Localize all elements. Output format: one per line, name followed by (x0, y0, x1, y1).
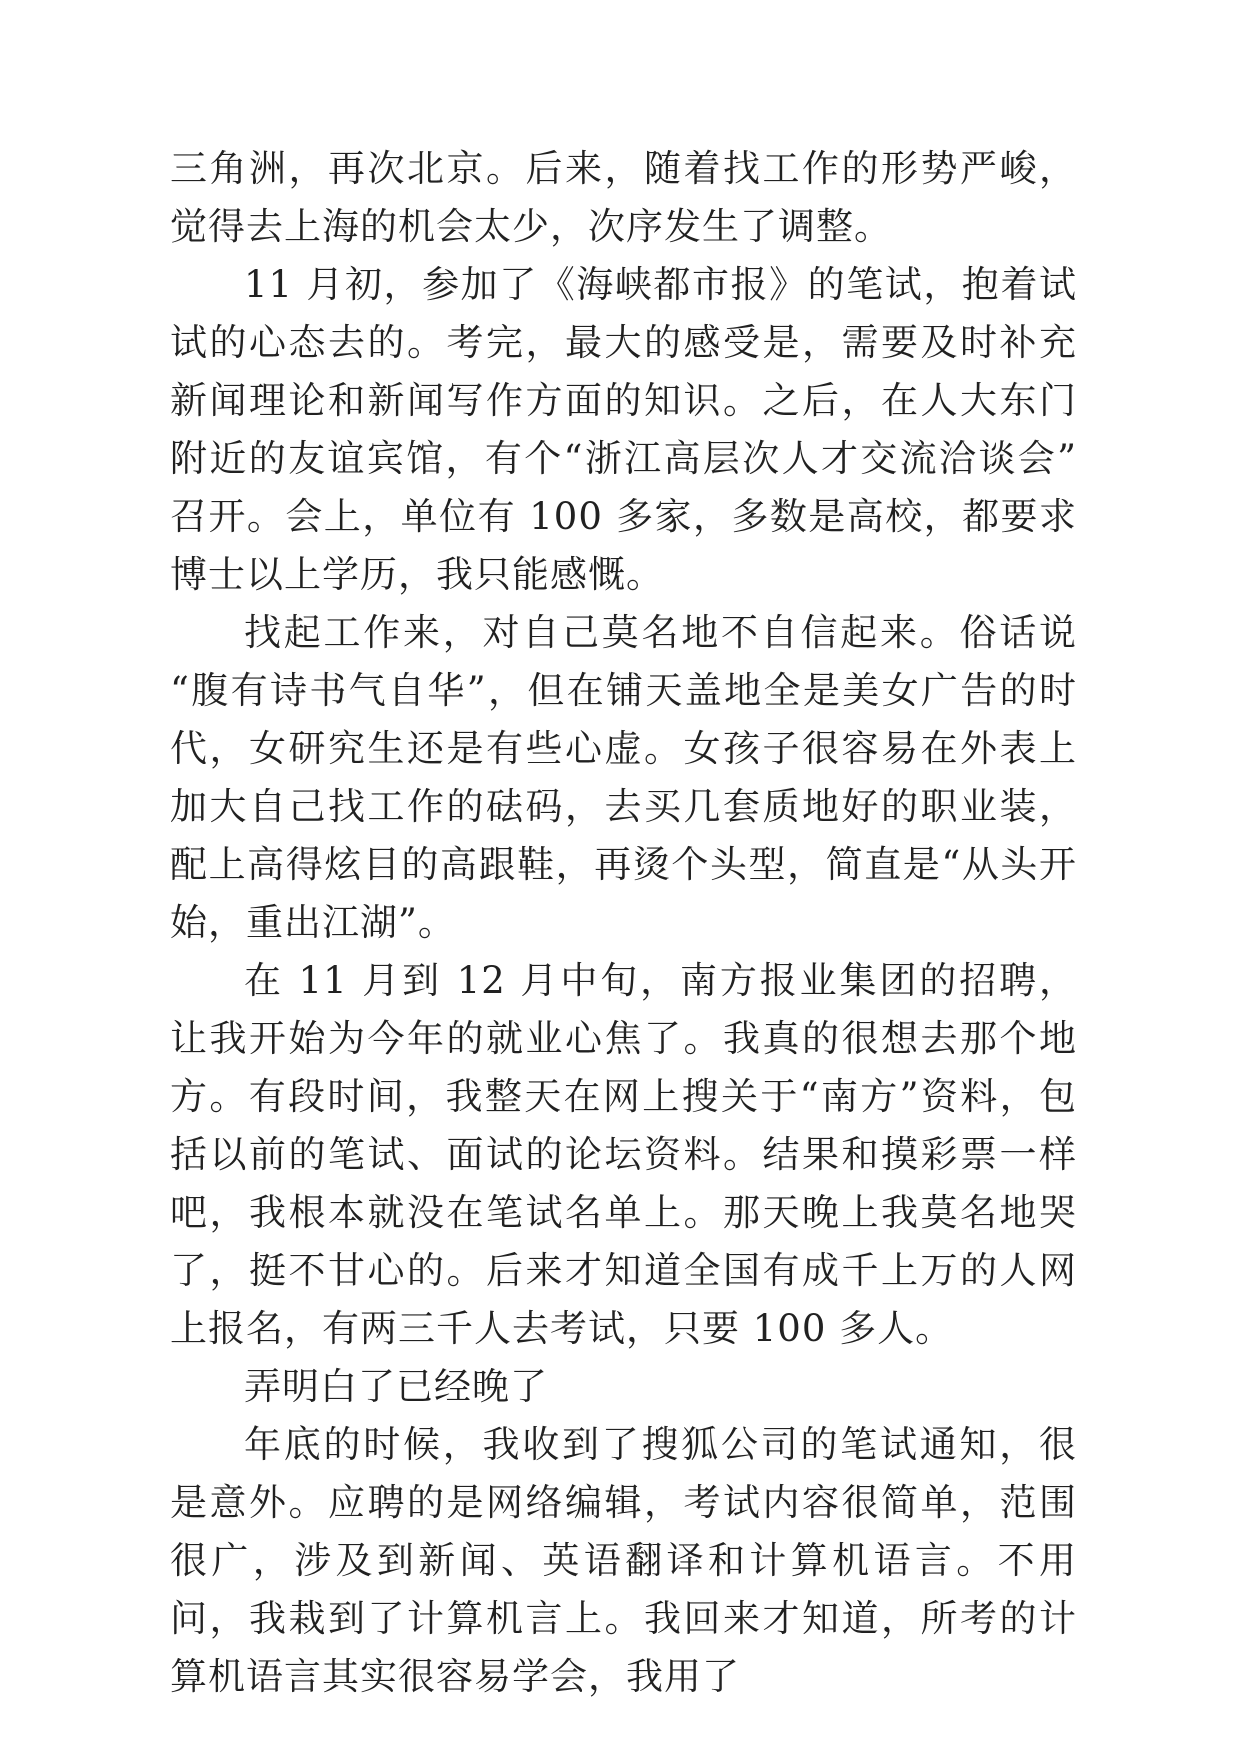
paragraph-subheading: 弄明白了已经晚了 (244, 1365, 548, 1408)
paragraph: 在 11 月到 12 月中旬，南方报业集团的招聘，让我开始为今年的就业心焦了。我真的很想去那个地方。有段时间，我整天在网上搜关于“南方”资料，包括以前的笔试、面试的论坛资料。结果和摸彩票一样吧，我根本就没在笔试名单上。那天晚上我莫名地哭了，挺不甘心的。后来才知道全国有成千上万的人网上报名，有两三千人去考试，只要 100 多人。 (170, 959, 1077, 1350)
paragraph: 11 月初，参加了《海峡都市报》的笔试，抱着试试的心态去的。考完，最大的感受是，需要及时补充新闻理论和新闻写作方面的知识。之后，在人大东门附近的友谊宾馆，有个“浙江高层次人才交流洽谈会”召开。会上，单位有 100 多家，多数是高校，都要求博士以上学历，我只能感慨。 (170, 263, 1077, 596)
paragraph: 找起工作来，对自己莫名地不自信起来。俗话说“腹有诗书气自华”，但在铺天盖地全是美女广告的时代，女研究生还是有些心虚。女孩子很容易在外表上加大自己找工作的砝码，去买几套质地好的职业装，配上高得炫目的高跟鞋，再烫个头型，简直是“从头开始，重出江湖”。 (170, 611, 1077, 944)
document-body-text (170, 140, 1077, 1706)
paragraph-continuation: 三角洲，再次北京。后来，随着找工作的形势严峻，觉得去上海的机会太少，次序发生了调整。 (170, 147, 1077, 248)
paragraph-cut-by-page-break: 年底的时候，我收到了搜狐公司的笔试通知，很是意外。应聘的是网络编辑，考试内容很简单，范围很广，涉及到新闻、英语翻译和计算机语言。不用问，我栽到了计算机言上。我回来才知道，所考的计算机语言其实很容易学会，我用了 (170, 1423, 1077, 1698)
